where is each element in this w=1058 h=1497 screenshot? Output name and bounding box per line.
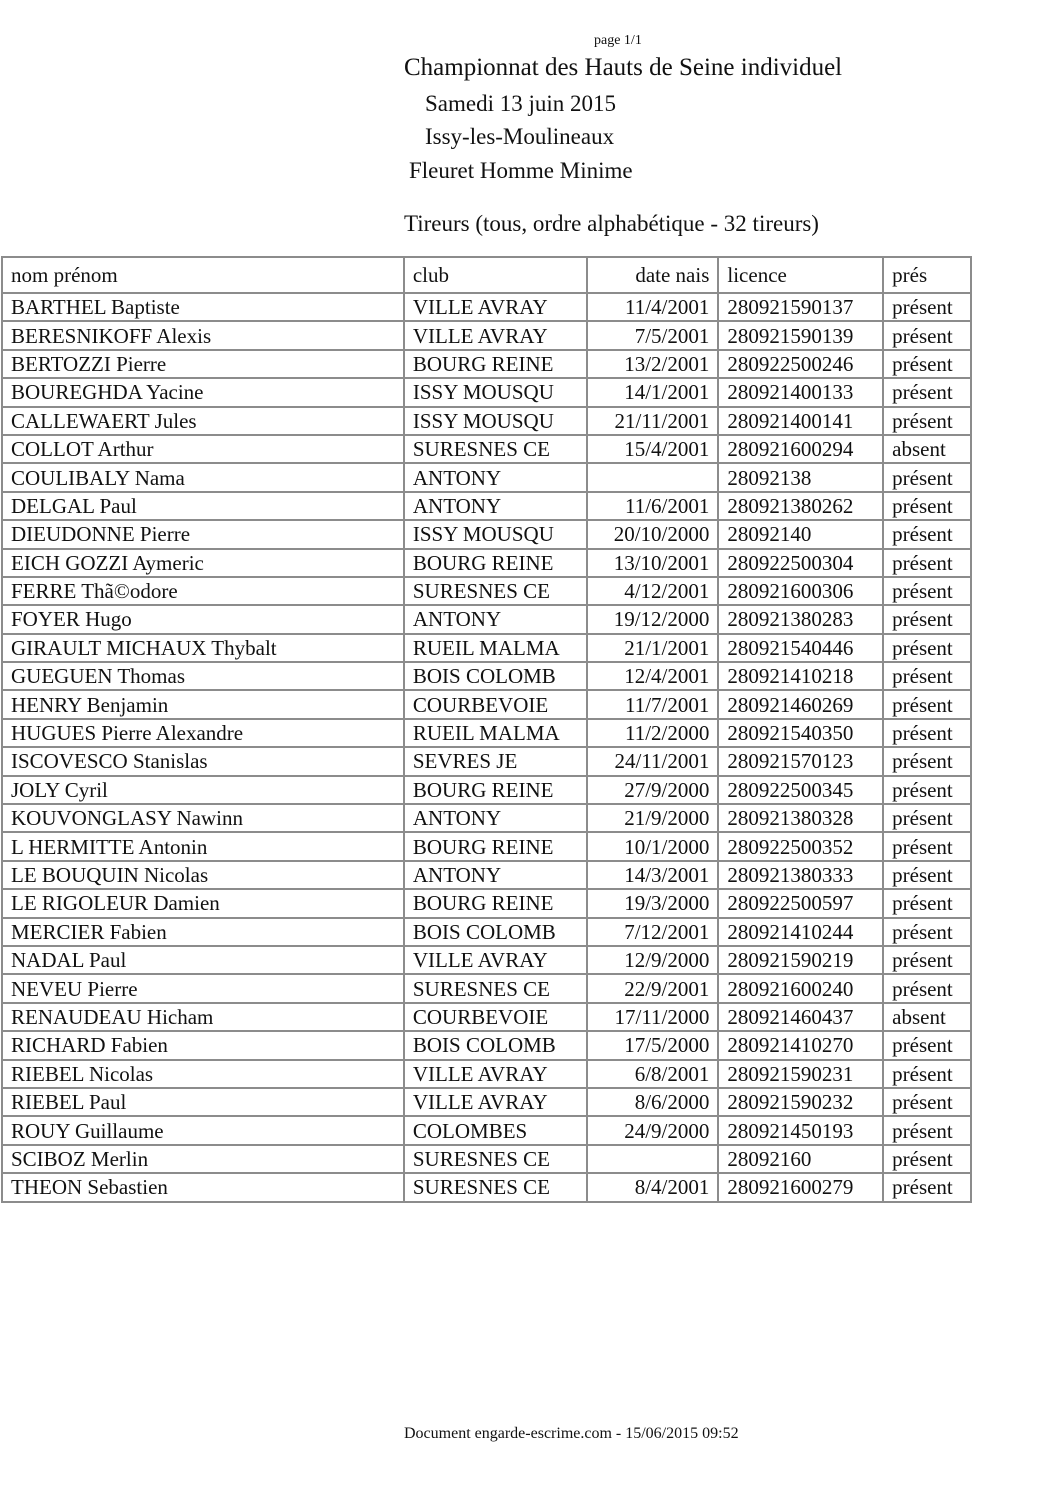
table-row [2,321,971,349]
cell-name: LE RIGOLEUR Damien [2,889,404,917]
cell-presence: présent [883,492,971,520]
table-body [2,293,971,1202]
cell-presence: présent [883,1173,971,1201]
cell-name: JOLY Cyril [2,776,404,804]
cell-birthdate: 22/9/2001 [587,974,719,1002]
cell-name: BOUREGHDA Yacine [2,378,404,406]
cell-name: FERRE Thã©odore [2,577,404,605]
table-row [2,577,971,605]
cell-licence: 280921380262 [718,492,883,520]
cell-presence: présent [883,889,971,917]
cell-club: RUEIL MALMA [404,719,587,747]
cell-presence: présent [883,520,971,548]
table-row [2,776,971,804]
cell-presence: présent [883,918,971,946]
cell-presence: absent [883,435,971,463]
cell-club: BOIS COLOMB [404,1031,587,1059]
cell-club: ISSY MOUSQU [404,378,587,406]
cell-name: NEVEU Pierre [2,974,404,1002]
cell-birthdate: 8/4/2001 [587,1173,719,1201]
cell-club: SURESNES CE [404,577,587,605]
table-row [2,747,971,775]
cell-name: THEON Sebastien [2,1173,404,1201]
cell-presence: présent [883,690,971,718]
cell-birthdate: 19/3/2000 [587,889,719,917]
cell-name: MERCIER Fabien [2,918,404,946]
cell-licence: 280922500246 [718,350,883,378]
cell-name: DIEUDONNE Pierre [2,520,404,548]
table-row [2,861,971,889]
list-title: Tireurs (tous, ordre alphabétique - 32 tireurs) [404,211,819,236]
cell-licence: 28092138 [718,463,883,491]
cell-licence: 280921600240 [718,974,883,1002]
cell-name: RIEBEL Paul [2,1088,404,1116]
cell-club: ANTONY [404,605,587,633]
cell-birthdate: 11/6/2001 [587,492,719,520]
cell-club: RUEIL MALMA [404,634,587,662]
cell-licence: 280922500345 [718,776,883,804]
cell-birthdate: 10/1/2000 [587,832,719,860]
cell-club: ANTONY [404,492,587,520]
cell-presence: présent [883,407,971,435]
cell-birthdate: 8/6/2000 [587,1088,719,1116]
page-number: page 1/1 [594,33,642,48]
cell-name: EICH GOZZI Aymeric [2,549,404,577]
table-row [2,719,971,747]
cell-presence: présent [883,321,971,349]
cell-birthdate: 24/9/2000 [587,1116,719,1144]
cell-licence: 280921410270 [718,1031,883,1059]
event-location: Issy-les-Moulineaux [425,124,615,149]
cell-name: RICHARD Fabien [2,1031,404,1059]
cell-licence: 280921600279 [718,1173,883,1201]
table-row [2,492,971,520]
cell-name: GUEGUEN Thomas [2,662,404,690]
cell-birthdate: 14/3/2001 [587,861,719,889]
cell-licence: 280921460269 [718,690,883,718]
cell-presence: présent [883,463,971,491]
cell-club: COURBEVOIE [404,690,587,718]
cell-presence: présent [883,577,971,605]
table-row [2,1060,971,1088]
column-header-licence: licence [718,257,883,293]
cell-presence: présent [883,1145,971,1173]
table-row [2,1003,971,1031]
cell-club: SEVRES JE [404,747,587,775]
cell-club: ANTONY [404,804,587,832]
cell-licence: 280921450193 [718,1116,883,1144]
cell-licence: 280922500304 [718,549,883,577]
cell-name: L HERMITTE Antonin [2,832,404,860]
cell-name: BERTOZZI Pierre [2,350,404,378]
table-row [2,889,971,917]
cell-presence: absent [883,1003,971,1031]
table-row [2,549,971,577]
cell-licence: 280922500352 [718,832,883,860]
cell-birthdate [587,1145,719,1173]
column-header-name: nom prénom [2,257,404,293]
table-row [2,520,971,548]
cell-presence: présent [883,605,971,633]
event-category: Fleuret Homme Minime [409,158,633,183]
cell-club: SURESNES CE [404,1173,587,1201]
cell-licence: 28092160 [718,1145,883,1173]
cell-club: BOURG REINE [404,549,587,577]
cell-birthdate: 17/11/2000 [587,1003,719,1031]
cell-club: SURESNES CE [404,974,587,1002]
cell-name: FOYER Hugo [2,605,404,633]
cell-licence: 280921380283 [718,605,883,633]
table-row [2,946,971,974]
cell-birthdate: 7/12/2001 [587,918,719,946]
cell-name: GIRAULT MICHAUX Thybalt [2,634,404,662]
cell-name: SCIBOZ Merlin [2,1145,404,1173]
cell-name: NADAL Paul [2,946,404,974]
cell-club: VILLE AVRAY [404,321,587,349]
cell-birthdate: 6/8/2001 [587,1060,719,1088]
cell-birthdate: 4/12/2001 [587,577,719,605]
table-row [2,293,971,321]
table-row [2,662,971,690]
table-row [2,1116,971,1144]
cell-club: COURBEVOIE [404,1003,587,1031]
cell-licence: 280921460437 [718,1003,883,1031]
cell-licence: 280921380328 [718,804,883,832]
cell-presence: présent [883,662,971,690]
table-row [2,634,971,662]
cell-licence: 280921570123 [718,747,883,775]
table-row [2,832,971,860]
cell-club: VILLE AVRAY [404,1088,587,1116]
cell-licence: 280921600294 [718,435,883,463]
cell-presence: présent [883,350,971,378]
cell-licence: 280921590232 [718,1088,883,1116]
cell-club: VILLE AVRAY [404,1060,587,1088]
cell-licence: 280921400133 [718,378,883,406]
cell-birthdate: 21/11/2001 [587,407,719,435]
cell-club: ANTONY [404,861,587,889]
cell-birthdate: 20/10/2000 [587,520,719,548]
cell-birthdate [587,463,719,491]
cell-name: BARTHEL Baptiste [2,293,404,321]
cell-name: COLLOT Arthur [2,435,404,463]
cell-licence: 280921400141 [718,407,883,435]
cell-name: RENAUDEAU Hicham [2,1003,404,1031]
cell-birthdate: 12/9/2000 [587,946,719,974]
cell-birthdate: 12/4/2001 [587,662,719,690]
cell-club: VILLE AVRAY [404,946,587,974]
cell-licence: 280921590137 [718,293,883,321]
cell-birthdate: 14/1/2001 [587,378,719,406]
cell-name: LE BOUQUIN Nicolas [2,861,404,889]
table-row [2,463,971,491]
table-row [2,1088,971,1116]
table-row [2,804,971,832]
cell-licence: 280921540350 [718,719,883,747]
cell-presence: présent [883,549,971,577]
cell-club: ISSY MOUSQU [404,520,587,548]
table-row [2,378,971,406]
document-title: Championnat des Hauts de Seine individuel [404,54,843,81]
cell-birthdate: 24/11/2001 [587,747,719,775]
cell-licence: 280921590231 [718,1060,883,1088]
cell-licence: 280921590219 [718,946,883,974]
cell-birthdate: 13/2/2001 [587,350,719,378]
table-header-row [2,257,971,293]
table-row [2,350,971,378]
cell-presence: présent [883,634,971,662]
table-row [2,1145,971,1173]
event-date: Samedi 13 juin 2015 [425,91,617,116]
cell-licence: 280921380333 [718,861,883,889]
cell-presence: présent [883,832,971,860]
cell-club: BOIS COLOMB [404,918,587,946]
cell-presence: présent [883,804,971,832]
cell-licence: 280921600306 [718,577,883,605]
cell-presence: présent [883,293,971,321]
cell-presence: présent [883,1060,971,1088]
table-row [2,974,971,1002]
cell-name: HENRY Benjamin [2,690,404,718]
cell-club: SURESNES CE [404,435,587,463]
column-header-presence: prés [883,257,971,293]
cell-name: KOUVONGLASY Nawinn [2,804,404,832]
cell-presence: présent [883,1116,971,1144]
cell-name: RIEBEL Nicolas [2,1060,404,1088]
cell-club: ISSY MOUSQU [404,407,587,435]
cell-licence: 280921410244 [718,918,883,946]
cell-club: BOIS COLOMB [404,662,587,690]
cell-birthdate: 21/9/2000 [587,804,719,832]
cell-licence: 280921410218 [718,662,883,690]
cell-club: SURESNES CE [404,1145,587,1173]
cell-presence: présent [883,1088,971,1116]
cell-birthdate: 11/4/2001 [587,293,719,321]
cell-club: BOURG REINE [404,832,587,860]
cell-presence: présent [883,946,971,974]
cell-name: BERESNIKOFF Alexis [2,321,404,349]
cell-licence: 28092140 [718,520,883,548]
cell-birthdate: 21/1/2001 [587,634,719,662]
cell-birthdate: 7/5/2001 [587,321,719,349]
column-header-birthdate: date nais [587,257,719,293]
cell-birthdate: 13/10/2001 [587,549,719,577]
cell-birthdate: 27/9/2000 [587,776,719,804]
cell-club: BOURG REINE [404,776,587,804]
cell-birthdate: 11/2/2000 [587,719,719,747]
cell-club: COLOMBES [404,1116,587,1144]
cell-presence: présent [883,719,971,747]
cell-presence: présent [883,776,971,804]
cell-name: COULIBALY Nama [2,463,404,491]
cell-name: HUGUES Pierre Alexandre [2,719,404,747]
cell-presence: présent [883,974,971,1002]
table-row [2,435,971,463]
cell-presence: présent [883,747,971,775]
table-row [2,1173,971,1201]
fencers-table [1,256,972,1203]
table-row [2,918,971,946]
cell-birthdate: 17/5/2000 [587,1031,719,1059]
cell-presence: présent [883,861,971,889]
cell-name: ROUY Guillaume [2,1116,404,1144]
table-row [2,1031,971,1059]
cell-name: ISCOVESCO Stanislas [2,747,404,775]
cell-club: BOURG REINE [404,889,587,917]
cell-name: CALLEWAERT Jules [2,407,404,435]
cell-name: DELGAL Paul [2,492,404,520]
cell-club: VILLE AVRAY [404,293,587,321]
cell-birthdate: 11/7/2001 [587,690,719,718]
cell-presence: présent [883,1031,971,1059]
cell-presence: présent [883,378,971,406]
cell-birthdate: 19/12/2000 [587,605,719,633]
cell-club: BOURG REINE [404,350,587,378]
document-footer: Document engarde-escrime.com - 15/06/2015 09:52 [404,1425,739,1442]
table-row [2,605,971,633]
cell-club: ANTONY [404,463,587,491]
cell-licence: 280921540446 [718,634,883,662]
table-row [2,690,971,718]
cell-licence: 280922500597 [718,889,883,917]
table-row [2,407,971,435]
column-header-club: club [404,257,587,293]
cell-licence: 280921590139 [718,321,883,349]
cell-birthdate: 15/4/2001 [587,435,719,463]
